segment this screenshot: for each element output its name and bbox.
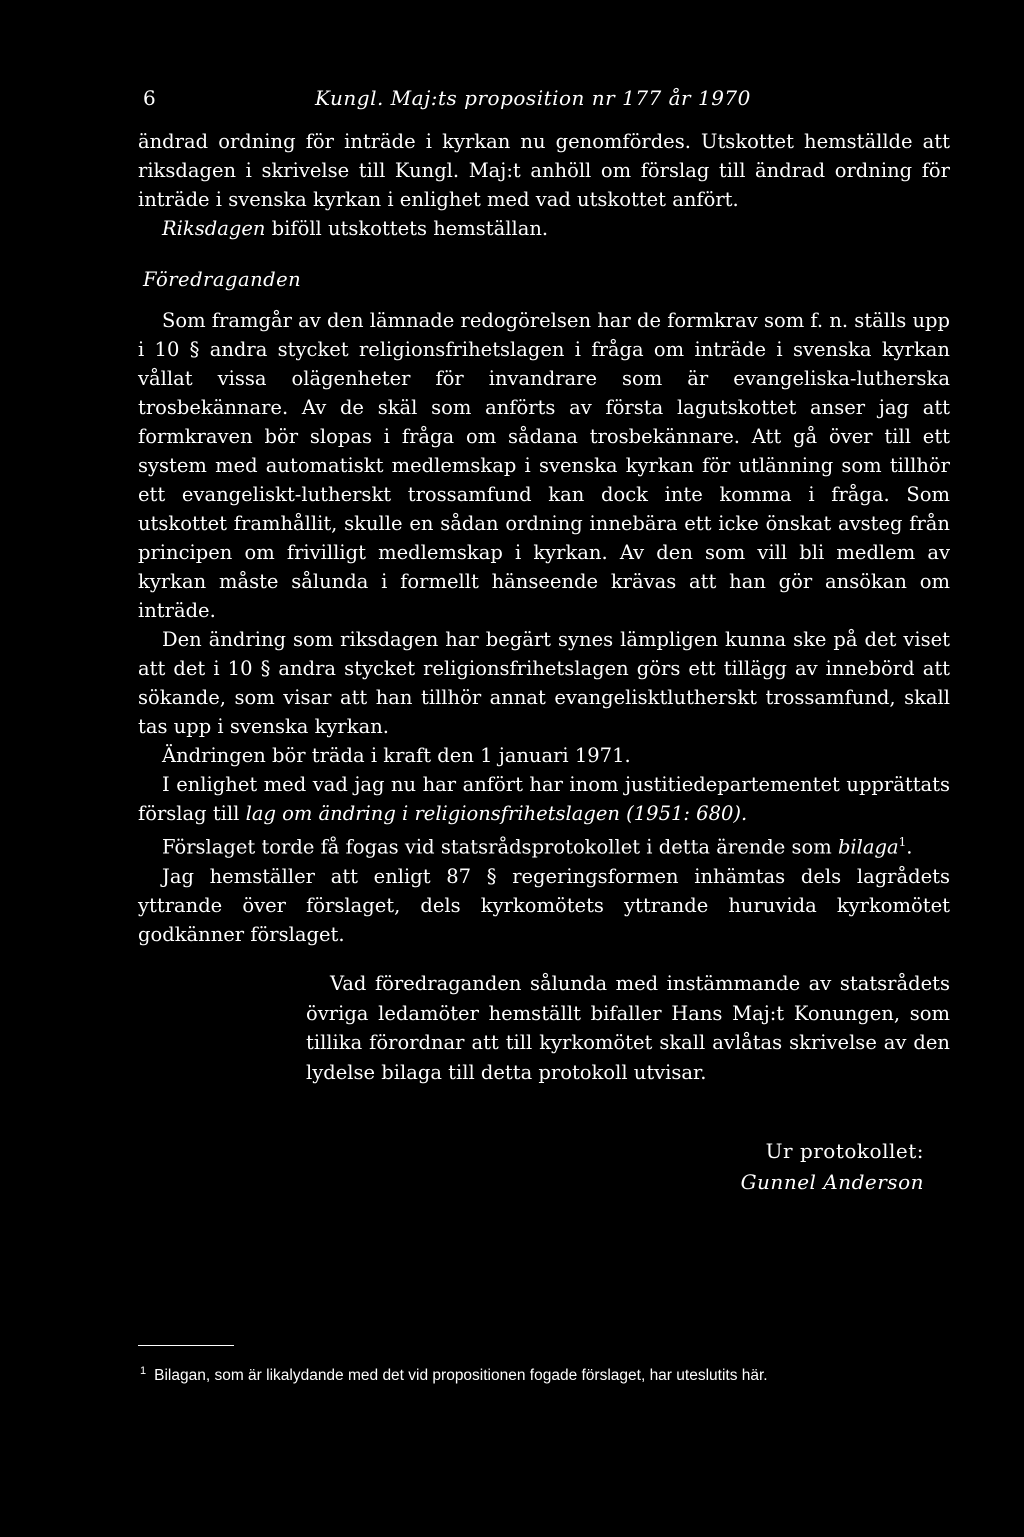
section-heading: Föredraganden xyxy=(143,268,302,291)
body-paragraph-4 xyxy=(138,770,950,828)
signature-label: Ur protokollet: xyxy=(765,1139,924,1163)
intro-paragraph: ändrad ordning för inträde i kyrkan nu genomfördes. Utskottet hemställde att riksdagen i skrivelse till Kungl. Maj:t anhöll om förslag till ändrad ordning för inträde i svenska kyrkan i enlighet med vad utskottet anfört. xyxy=(138,130,950,211)
bilaga-italic: bilaga xyxy=(837,835,899,859)
running-title: Kungl. Maj:ts proposition nr 177 år 1970 xyxy=(315,86,751,110)
riksdagen-rest: biföll utskottets hemställan. xyxy=(265,217,549,240)
para4-start: I enlighet med vad jag nu har anfört har inom justitiedepartementet upprättats förslag till xyxy=(138,773,950,825)
body-paragraph-1: Som framgår av den lämnade redogörelsen har de formkrav som f. n. ställs upp i 10 § andra stycket religionsfrihetslagen i fråga om inträde i svenska kyrkan vållat vissa olägenheter för invandrare som är evangeliska-lutherska trosbekännare. Av de skäl som anförts av första lagutskottet anser jag att formkraven bör slopas i fråga om sådana trosbekännare. Att gå över till ett system med automatiskt medlemskap i svenska kyrkan för utlänning som tillhör ett evangeliskt-lutherskt trossamfund kan dock inte komma i fråga. Som utskottet framhållit, skulle en sådan ordning innebära ett icke önskat avsteg från principen om frivilligt medlemskap i kyrkan. Av den som vill bli medlem av kyrkan måste sålunda i formellt hänseende krävas att han gör ansökan om inträde. xyxy=(138,309,950,622)
body-block xyxy=(138,306,950,949)
footnote xyxy=(140,1365,768,1385)
body-paragraph-3: Ändringen bör träda i kraft den 1 januari 1971. xyxy=(162,744,631,767)
law-title-italic: lag om ändring i religionsfrihetslagen (1951: 680). xyxy=(245,802,748,825)
closing-block xyxy=(306,969,950,1087)
intro-paragraph-riksdagen xyxy=(138,214,950,243)
body-paragraph-6: Jag hemställer att enligt 87 § regeringsformen inhämtas dels lagrådets yttrande över förslaget, dels kyrkomötets yttrande huruvida kyrkomötet godkänner förslaget. xyxy=(138,864,950,946)
footnote-divider xyxy=(138,1345,234,1346)
page-number: 6 xyxy=(143,86,156,110)
footnote-number: 1 xyxy=(140,1365,147,1377)
riksdagen-italic: Riksdagen xyxy=(162,217,266,240)
para5-start: Förslaget torde få fogas vid statsrådsprotokollet i detta ärende som xyxy=(162,835,838,859)
footnote-marker: 1 xyxy=(898,835,907,849)
body-paragraph-2: Den ändring som riksdagen har begärt synes lämpligen kunna ske på det viset att det i 10 § andra stycket religionsfrihetslagen görs ett tillägg av innebörd att sökande, som visar att han tillhör annat evangelisktlutherskt trossamfund, skall tas upp i svenska kyrkan. xyxy=(138,628,950,738)
closing-paragraph: Vad föredraganden sålunda med instämmande av statsrådets övriga ledamöter hemställt bifaller Hans Maj:t Konungen, som tillika förordnar att till kyrkomötet skall avlåtas skrivelse av den lydelse bilaga till detta protokoll utvisar. xyxy=(306,972,950,1084)
signature-block xyxy=(741,1136,924,1198)
body-paragraph-5 xyxy=(138,828,950,862)
para5-end: . xyxy=(906,835,913,859)
signature-name: Gunnel Anderson xyxy=(740,1170,924,1194)
footnote-text: Bilagan, som är likalydande med det vid propositionen fogade förslaget, har uteslutits här. xyxy=(154,1367,768,1385)
intro-block xyxy=(138,127,950,243)
